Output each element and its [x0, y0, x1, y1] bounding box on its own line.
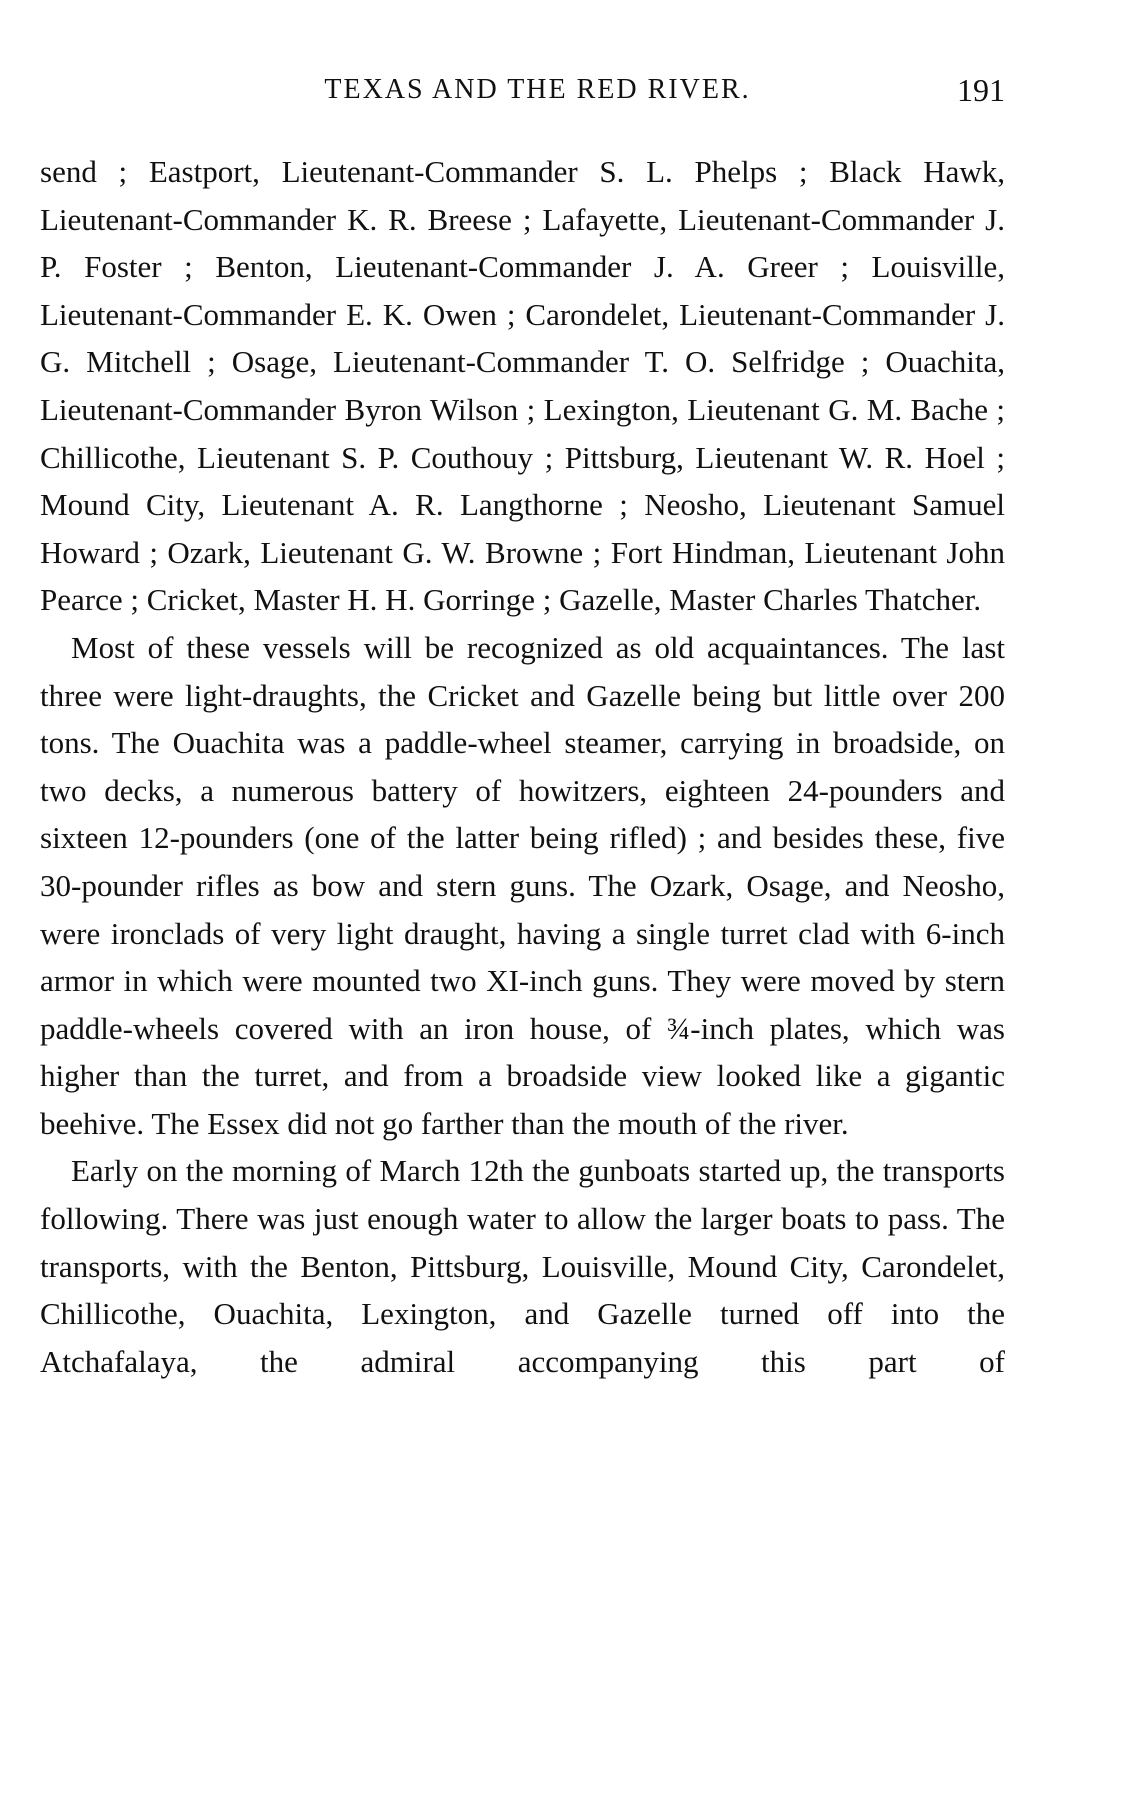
- running-head: [40, 70, 1005, 110]
- page-number: 191: [957, 72, 1005, 108]
- paragraph-vessel-list: send ; Eastport, Lieutenant-Commander S. L. Phelps ; Black Hawk, Lieutenant-Commander K. R. Breese ; Lafayette, Lieutenant-Commander J. P. Foster ; Benton, Lieutenant-Commander J. A. Greer ; Louisville, Lieutenant-Commander E. K. Owen ; Carondelet, Lieutenant-Commander J. G. Mitchell ; Osage, Lieutenant-Commander T. O. Selfridge ; Ouachita, Lieutenant-Commander Byron Wilson ; Lexington, Lieutenant G. M. Bache ; Chillicothe, Lieutenant S. P. Couthouy ; Pittsburg, Lieutenant W. R. Hoel ; Mound City, Lieutenant A. R. Langthorne ; Neosho, Lieutenant Samuel Howard ; Ozark, Lieutenant G. W. Browne ; Fort Hindman, Lieutenant John Pearce ; Cricket, Master H. H. Gorringe ; Gazelle, Master Charles Thatcher.: [40, 154, 1005, 618]
- body-text: [40, 148, 1005, 1385]
- paragraph-vessel-descriptions: Most of these vessels will be recognized as old acquaintances. The last three were light-draughts, the Cricket and Gazelle being but little over 200 tons. The Ouachita was a paddle-wheel steamer, carrying in broadside, on two decks, a numerous battery of howitzers, eighteen 24-pounders and sixteen 12-pounders (one of the latter being rifled) ; and besides these, five 30-pounder rifles as bow and stern guns. The Ozark, Osage, and Neosho, were ironclads of very light draught, having a single turret clad with 6-inch armor in which were mounted two XI-inch guns. They were moved by stern paddle-wheels covered with an iron house, of ¾-inch plates, which was higher than the turret, and from a broadside view looked like a gigantic beehive. The Essex did not go farther than the mouth of the river.: [40, 629, 1005, 1141]
- running-title: TEXAS AND THE RED RIVER.: [324, 74, 751, 105]
- paragraph-march-12th: Early on the morning of March 12th the gunboats started up, the transports following. There was just enough water to allow the larger boats to pass. The transports, with the Benton, Pittsburg, Louisville, Mound City, Carondelet, Chillicothe, Ouachita, Lexington, and Gazelle turned off into the Atchafalaya, the admiral accompanying this part of: [40, 1153, 1005, 1379]
